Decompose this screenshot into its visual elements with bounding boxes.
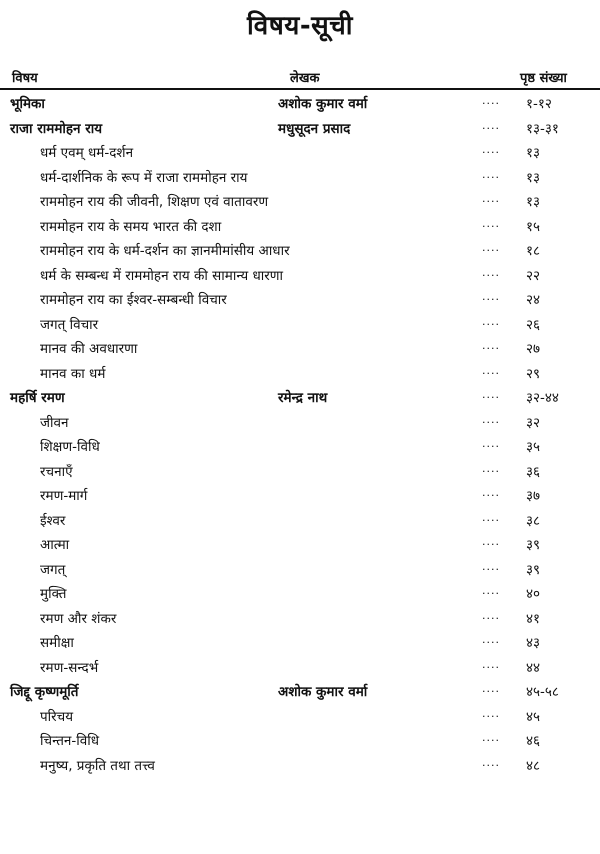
entry-page-number: २२ (526, 267, 541, 284)
dot-leader: ···· (482, 538, 500, 551)
entry-page-number: १५ (526, 218, 541, 235)
contents-section-row (0, 533, 600, 557)
contents-section-row (0, 190, 600, 214)
entry-title: महर्षि रमण (10, 390, 65, 406)
entry-page-number: १८ (526, 243, 541, 259)
contents-section-row (0, 166, 600, 190)
entry-title: धर्म एवम् धर्म-दर्शन (40, 145, 134, 161)
dot-leader: ···· (482, 268, 500, 282)
contents-section-row (0, 435, 600, 459)
entry-title: जीवन (40, 414, 69, 431)
dot-leader: ···· (482, 709, 500, 723)
entry-title: समीक्षा (40, 635, 74, 651)
dot-leader: ···· (482, 685, 500, 698)
entry-title: मनुष्य, प्रकृति तथा तत्त्व (40, 757, 155, 774)
contents-section-row (0, 607, 600, 631)
contents-section-row (0, 337, 600, 361)
entry-page-number: ४५-५८ (526, 684, 559, 700)
contents-chapter-row (0, 117, 600, 141)
entry-author: रमेन्द्र नाथ (278, 390, 328, 406)
dot-leader: ···· (482, 244, 500, 257)
dot-leader: ···· (482, 415, 500, 429)
entry-title: रमण और शंकर (40, 610, 117, 627)
entry-page-number: ३६ (526, 463, 541, 480)
entry-page-number: १३ (526, 145, 541, 161)
dot-leader: ···· (482, 97, 500, 110)
entry-title: रचनाएँ (40, 463, 73, 480)
header-author: लेखक (290, 71, 320, 86)
dot-leader: ···· (482, 342, 500, 355)
dot-leader: ···· (482, 636, 500, 649)
entry-title: मानव की अवधारणा (40, 341, 138, 357)
contents-chapter-row (0, 680, 600, 704)
contents-section-row (0, 411, 600, 435)
entry-page-number: २४ (526, 292, 541, 308)
entry-title: राममोहन राय का ईश्वर-सम्बन्धी विचार (40, 292, 227, 308)
entry-page-number: १३ (526, 169, 541, 186)
entry-title: राममोहन राय के धर्म-दर्शन का ज्ञानमीमांसीय आधार (40, 243, 290, 259)
entry-title: चिन्तन-विधि (40, 733, 100, 749)
entry-title: परिचय (40, 708, 74, 725)
entry-page-number: ४० (526, 586, 541, 602)
entry-author: अशोक कुमार वर्मा (278, 96, 368, 112)
entry-title: शिक्षण-विधि (40, 439, 100, 455)
contents-section-row (0, 582, 600, 606)
entry-page-number: ३९ (526, 561, 541, 578)
contents-section-row (0, 288, 600, 312)
dot-leader: ···· (482, 366, 500, 380)
contents-section-row (0, 705, 600, 729)
entry-page-number: ४४ (526, 659, 541, 676)
entry-page-number: ३७ (526, 488, 541, 504)
dot-leader: ···· (482, 489, 500, 502)
entry-page-number: ३९ (526, 537, 541, 553)
dot-leader: ···· (482, 660, 500, 674)
entry-title: आत्मा (40, 537, 70, 553)
entry-page-number: २७ (526, 341, 541, 357)
contents-section-row (0, 754, 600, 778)
entry-title: जिद्दू कृष्णमूर्ति (10, 684, 79, 700)
entry-page-number: ४६ (526, 733, 541, 749)
contents-section-row (0, 558, 600, 582)
entry-author: अशोक कुमार वर्मा (278, 684, 368, 700)
contents-chapter-row (0, 92, 600, 116)
dot-leader: ···· (482, 121, 500, 135)
contents-section-row (0, 239, 600, 263)
entry-title: भूमिका (10, 96, 45, 112)
dot-leader: ···· (482, 317, 500, 331)
contents-section-row (0, 729, 600, 753)
entry-page-number: ४५ (526, 708, 541, 725)
entry-page-number: १३-३१ (526, 120, 559, 137)
dot-leader: ···· (482, 195, 500, 208)
entry-author: मधुसूदन प्रसाद (278, 120, 351, 137)
entry-title: मानव का धर्म (40, 365, 106, 382)
entry-title: ईश्वर (40, 512, 66, 529)
entry-title: राममोहन राय के समय भारत की दशा (40, 218, 222, 235)
contents-section-row (0, 631, 600, 655)
entry-page-number: ३२-४४ (526, 390, 559, 406)
entry-title: जगत् विचार (40, 316, 99, 333)
dot-leader: ···· (482, 611, 500, 625)
contents-chapter-row (0, 386, 600, 410)
dot-leader: ···· (482, 146, 500, 159)
entry-title: राजा राममोहन राय (10, 120, 103, 137)
contents-section-row (0, 362, 600, 386)
header-page-number: पृष्ठ संख्या (520, 71, 567, 86)
dot-leader: ···· (482, 440, 500, 453)
entry-page-number: ३८ (526, 512, 541, 529)
entry-page-number: ४३ (526, 635, 541, 651)
contents-section-row (0, 484, 600, 508)
contents-section-row (0, 141, 600, 165)
entry-page-number: ३५ (526, 439, 541, 455)
dot-leader: ···· (482, 391, 500, 404)
dot-leader: ···· (482, 587, 500, 600)
dot-leader: ···· (482, 219, 500, 233)
entry-title: धर्म-दार्शनिक के रूप में राजा राममोहन राय (40, 169, 248, 186)
entry-title: धर्म के सम्बन्ध में राममोहन राय की सामान्य धारणा (40, 267, 284, 284)
contents-section-row (0, 215, 600, 239)
entry-title: मुक्ति (40, 586, 67, 602)
entry-page-number: ४८ (526, 757, 541, 774)
entry-page-number: २९ (526, 365, 541, 382)
page-title: विषय-सूची (247, 11, 353, 41)
dot-leader: ···· (482, 513, 500, 527)
header-subject: विषय (12, 71, 38, 86)
entry-title: जगत् (40, 561, 66, 578)
entry-title: रमण-सन्दर्भ (40, 659, 99, 676)
dot-leader: ···· (482, 464, 500, 478)
dot-leader: ···· (482, 293, 500, 306)
contents-section-row (0, 656, 600, 680)
contents-section-row (0, 313, 600, 337)
contents-section-row (0, 509, 600, 533)
entry-page-number: ४१ (526, 610, 541, 627)
dot-leader: ···· (482, 562, 500, 576)
header-divider (0, 88, 600, 90)
entry-title: रमण-मार्ग (40, 488, 88, 504)
dot-leader: ···· (482, 170, 500, 184)
entry-page-number: ३२ (526, 414, 541, 431)
entry-page-number: २६ (526, 316, 541, 333)
entry-page-number: १-१२ (526, 96, 552, 112)
dot-leader: ···· (482, 758, 500, 772)
contents-section-row (0, 264, 600, 288)
entry-title: राममोहन राय की जीवनी, शिक्षण एवं वातावरण (40, 194, 269, 210)
contents-section-row (0, 460, 600, 484)
dot-leader: ···· (482, 734, 500, 747)
entry-page-number: १३ (526, 194, 541, 210)
